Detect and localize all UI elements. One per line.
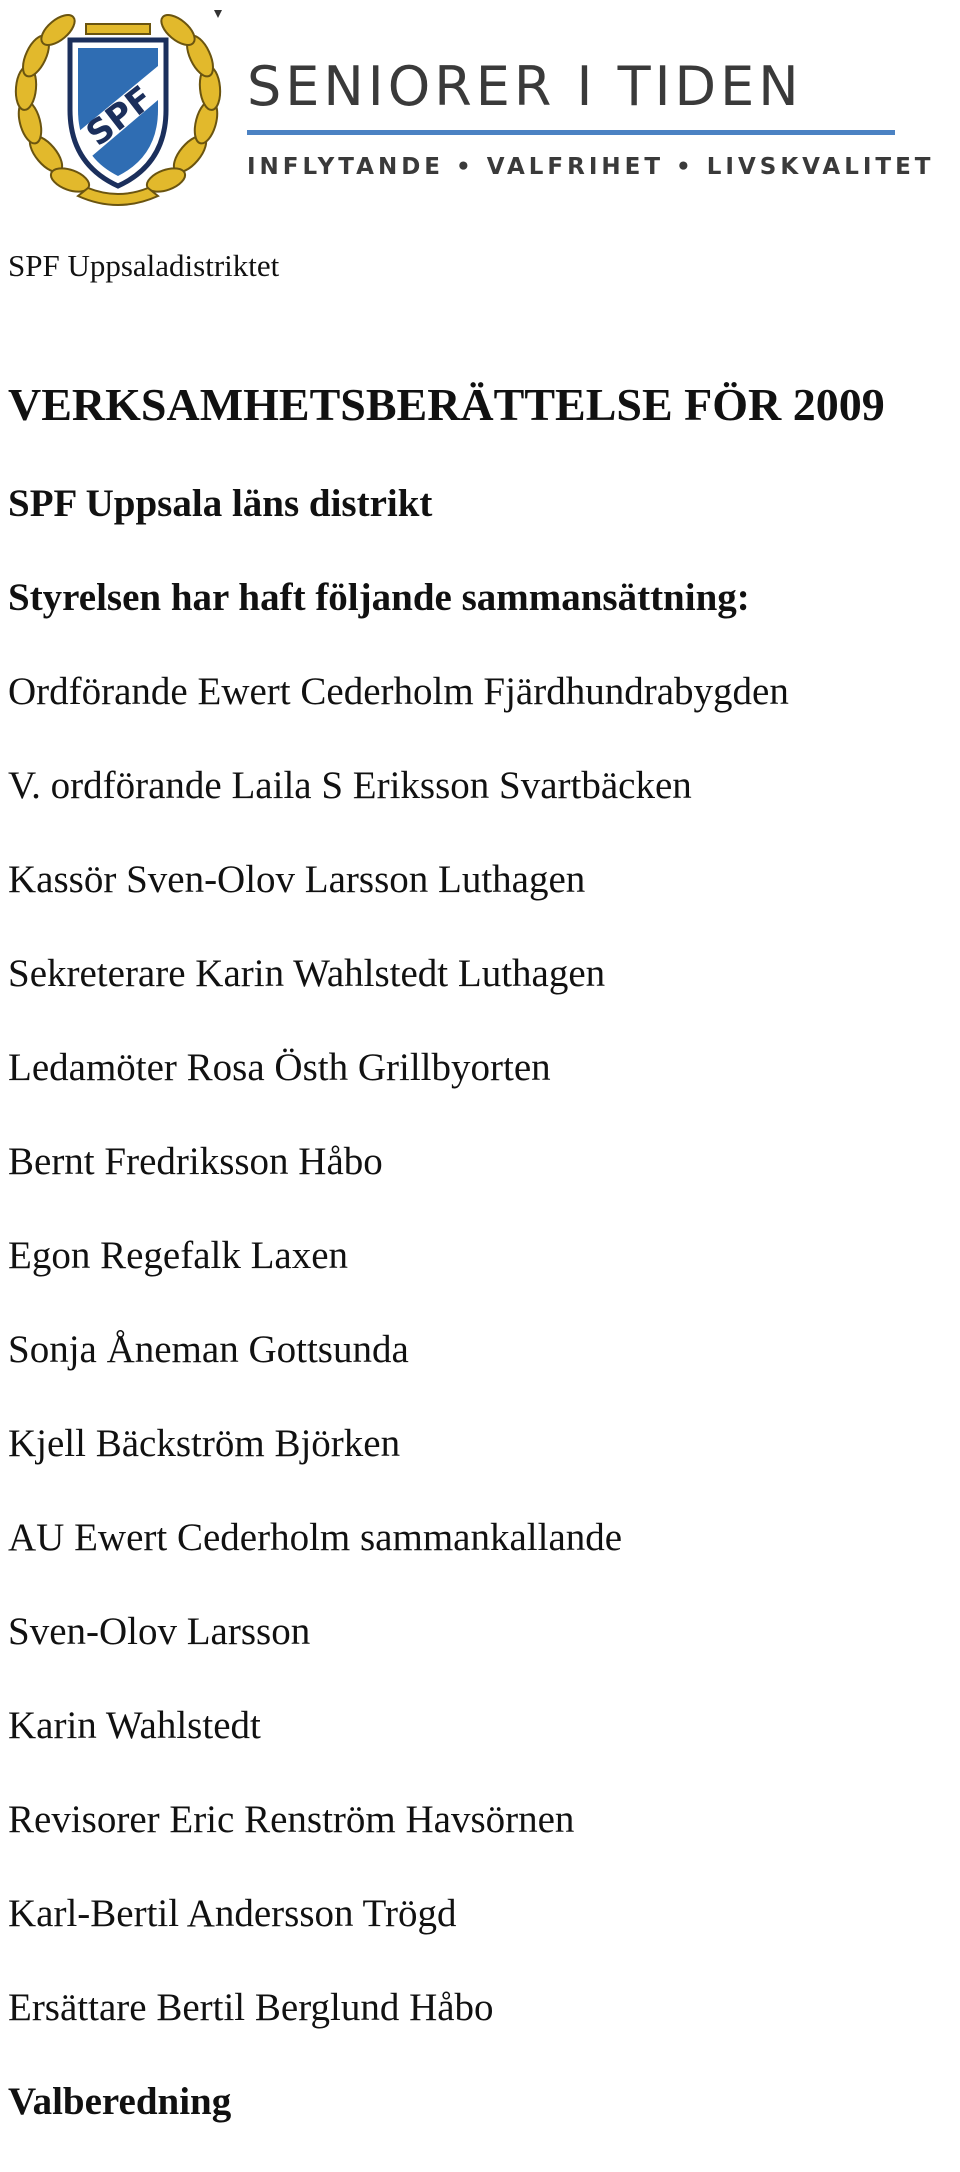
board-member-line: Ordförande Ewert Cederholm Fjärdhundrabygden (8, 670, 789, 713)
report-body (8, 480, 789, 2172)
document-header (0, 0, 960, 220)
report-title: VERKSAMHETSBERÄTTELSE FÖR 2009 (8, 379, 885, 430)
section-heading-board: Styrelsen har haft följande sammansättning: (8, 576, 750, 619)
brand-divider (247, 130, 895, 135)
board-member-line: Kjell Bäckström Björken (8, 1422, 401, 1465)
substitute-line: Ersättare Bertil Berglund Håbo (8, 1986, 494, 2029)
board-member-line: Bernt Fredriksson Håbo (8, 1140, 383, 1183)
auditor-line: Karl-Bertil Andersson Trögd (8, 1892, 457, 1935)
board-member-line: Egon Regefalk Laxen (8, 1234, 349, 1277)
brand-tagline: INFLYTANDE • VALFRIHET • LIVSKVALITET (247, 154, 935, 180)
board-member-line: Kassör Sven-Olov Larsson Luthagen (8, 858, 586, 901)
board-member-line: V. ordförande Laila S Eriksson Svartbäcken (8, 764, 692, 807)
board-member-line: Ledamöter Rosa Östh Grillbyorten (8, 1046, 551, 1089)
spf-laurel-logo (8, 4, 228, 214)
board-member-line: Sonja Åneman Gottsunda (8, 1328, 409, 1371)
district-name: SPF Uppsaladistriktet (8, 248, 280, 283)
committee-line: Sven-Olov Larsson (8, 1610, 311, 1653)
logo-text: SPF (78, 78, 161, 155)
section-heading-nomination: Valberedning (8, 2080, 232, 2123)
auditor-line: Revisorer Eric Renström Havsörnen (8, 1798, 575, 1841)
board-member-line: Sekreterare Karin Wahlstedt Luthagen (8, 952, 606, 995)
committee-line: AU Ewert Cederholm sammankallande (8, 1516, 623, 1559)
subtitle-line: SPF Uppsala läns distrikt (8, 482, 433, 525)
committee-line: Karin Wahlstedt (8, 1704, 261, 1747)
brand-title: SENIORER I TIDEN (247, 55, 803, 118)
